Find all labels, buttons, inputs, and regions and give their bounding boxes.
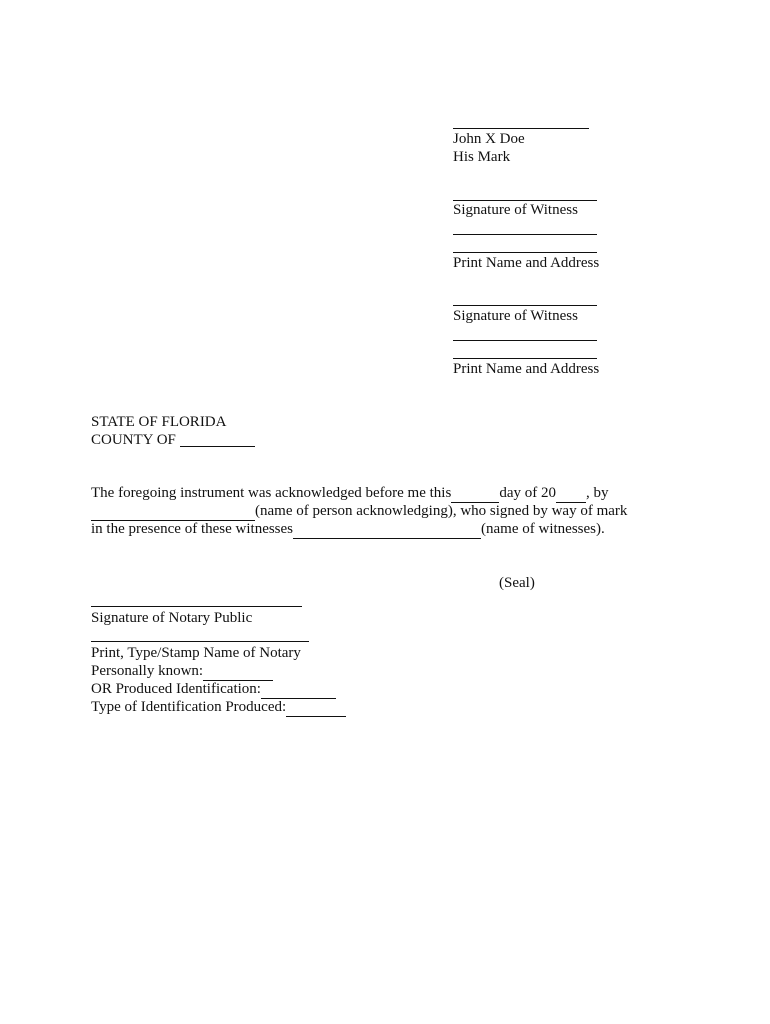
- produced-id-row: [91, 680, 336, 699]
- ack-person-blank[interactable]: [91, 502, 255, 521]
- state-heading: STATE OF FLORIDA: [91, 414, 227, 430]
- produced-id-blank[interactable]: [261, 680, 336, 699]
- witness-2-name-line-a[interactable]: [453, 340, 597, 341]
- ack-text-3b: (name of witnesses).: [481, 521, 605, 537]
- ack-text-1b: day of 20: [499, 485, 556, 501]
- signer-mark-label: His Mark: [453, 149, 511, 165]
- notary-print-label: Print, Type/Stamp Name of Notary: [91, 645, 301, 661]
- personally-known-label: Personally known:: [91, 663, 204, 679]
- personally-known-row: [91, 662, 273, 681]
- ack-day-blank[interactable]: [451, 484, 499, 503]
- ack-text-3a: in the presence of these witnesses: [91, 521, 294, 537]
- id-type-label: Type of Identification Produced:: [91, 699, 287, 715]
- witness-2-name-line-b[interactable]: [453, 358, 597, 359]
- personally-known-blank[interactable]: [203, 662, 273, 681]
- ack-text-1a: The foregoing instrument was acknowledged before me this: [91, 485, 452, 501]
- notary-signature-line[interactable]: [91, 606, 302, 607]
- county-label: COUNTY OF: [91, 432, 176, 448]
- ack-text-2: (name of person acknowledging), who signed by way of mark: [255, 503, 628, 519]
- witness-1-signature-label: Signature of Witness: [453, 202, 578, 218]
- signer-name: John X Doe: [453, 131, 525, 147]
- produced-id-label: OR Produced Identification:: [91, 681, 261, 697]
- id-type-blank[interactable]: [286, 698, 346, 717]
- ack-text-1c: , by: [585, 485, 609, 501]
- witness-1-name-line-a[interactable]: [453, 234, 597, 235]
- witness-2-print-label: Print Name and Address: [453, 361, 600, 377]
- notary-name-line[interactable]: [91, 641, 309, 642]
- witness-2-signature-label: Signature of Witness: [453, 308, 578, 324]
- ack-witnesses-blank[interactable]: [293, 520, 481, 539]
- county-blank[interactable]: [180, 446, 255, 447]
- seal-label: (Seal): [499, 575, 535, 591]
- ack-line-3: [91, 520, 605, 539]
- id-type-row: [91, 698, 346, 717]
- signer-signature-line[interactable]: [453, 128, 589, 129]
- witness-2-signature-line[interactable]: [453, 305, 597, 306]
- notary-signature-label: Signature of Notary Public: [91, 610, 253, 626]
- witness-1-name-line-b[interactable]: [453, 252, 597, 253]
- ack-line-2: [91, 502, 627, 521]
- ack-line-1: [91, 484, 608, 503]
- witness-1-print-label: Print Name and Address: [453, 255, 600, 271]
- ack-year-blank[interactable]: [556, 484, 586, 503]
